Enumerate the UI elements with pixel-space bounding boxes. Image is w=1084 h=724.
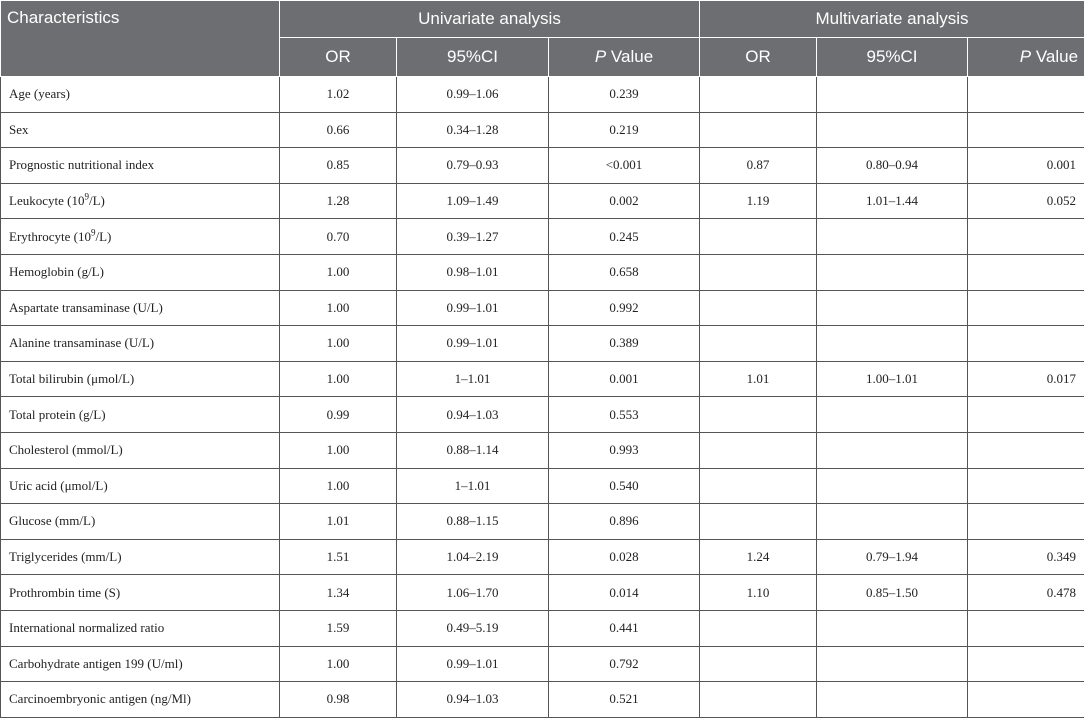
row-characteristic-text: Glucose (mm/L) [9, 513, 96, 529]
row-multi-ci [817, 432, 968, 468]
row-multi-or [700, 504, 817, 540]
row-uni-ci: 1.06–1.70 [397, 575, 549, 611]
table-row [1, 682, 1084, 718]
table-row [1, 432, 1084, 468]
row-multi-or: 0.87 [700, 148, 817, 184]
row-multi-p [968, 290, 1084, 326]
row-uni-ci: 0.49–5.19 [397, 610, 549, 646]
row-characteristic [1, 361, 280, 397]
row-characteristic [1, 504, 280, 540]
row-characteristic-text: Aspartate transaminase (U/L) [9, 299, 163, 315]
row-uni-ci: 0.88–1.14 [397, 432, 549, 468]
row-multi-or [700, 682, 817, 718]
row-multi-ci [817, 326, 968, 362]
header-uni-or: OR [280, 38, 397, 77]
row-uni-ci: 0.94–1.03 [397, 682, 549, 718]
row-multi-ci: 1.00–1.01 [817, 361, 968, 397]
row-multi-or: 1.24 [700, 539, 817, 575]
row-multi-or [700, 290, 817, 326]
row-multi-ci [817, 290, 968, 326]
row-uni-ci: 0.99–1.06 [397, 77, 549, 113]
row-uni-p: 0.540 [549, 468, 700, 504]
row-multi-p [968, 682, 1084, 718]
row-characteristic-unit: /L) [88, 193, 105, 209]
row-uni-p: 0.389 [549, 326, 700, 362]
row-characteristic [1, 254, 280, 290]
row-uni-or: 1.00 [280, 432, 397, 468]
table-row [1, 575, 1084, 611]
row-characteristic [1, 397, 280, 433]
table-row [1, 610, 1084, 646]
row-multi-ci [817, 610, 968, 646]
row-characteristic-superscript: 9 [90, 227, 96, 238]
header-uni-ci: 95%CI [397, 38, 549, 77]
row-uni-ci: 1–1.01 [397, 361, 549, 397]
row-characteristic [1, 77, 280, 113]
row-characteristic-text: Sex [9, 121, 29, 137]
row-uni-or: 1.00 [280, 326, 397, 362]
row-multi-or [700, 326, 817, 362]
row-uni-ci: 0.39–1.27 [397, 219, 549, 255]
table-row [1, 77, 1084, 113]
row-uni-p: <0.001 [549, 148, 700, 184]
row-uni-or: 1.00 [280, 254, 397, 290]
row-uni-p: 0.245 [549, 219, 700, 255]
row-characteristic-text: Uric acid (μmol/L) [9, 477, 108, 493]
row-multi-p: 0.001 [968, 148, 1084, 184]
table-row [1, 219, 1084, 255]
header-uni-p [549, 38, 700, 77]
row-uni-ci: 0.98–1.01 [397, 254, 549, 290]
row-uni-p: 0.521 [549, 682, 700, 718]
header-multi-p [968, 38, 1084, 77]
row-uni-ci: 0.99–1.01 [397, 646, 549, 682]
row-multi-ci [817, 397, 968, 433]
header-multi-ci: 95%CI [817, 38, 968, 77]
row-uni-p: 0.014 [549, 575, 700, 611]
table-row [1, 326, 1084, 362]
row-characteristic [1, 646, 280, 682]
row-uni-or: 1.02 [280, 77, 397, 113]
row-multi-p: 0.349 [968, 539, 1084, 575]
header-characteristics: Characteristics [1, 1, 280, 77]
row-multi-p: 0.052 [968, 183, 1084, 219]
header-univariate: Univariate analysis [280, 1, 700, 38]
row-multi-or [700, 397, 817, 433]
row-characteristic-text: Age (years) [9, 86, 70, 102]
row-multi-p: 0.017 [968, 361, 1084, 397]
row-characteristic-text: Hemoglobin (g/L) [9, 264, 104, 280]
row-characteristic-text: International normalized ratio [9, 620, 165, 636]
header-multi-p-rest: Value [1031, 47, 1079, 66]
row-uni-or: 1.51 [280, 539, 397, 575]
table-row [1, 254, 1084, 290]
row-characteristic [1, 432, 280, 468]
row-multi-p [968, 77, 1084, 113]
row-uni-p: 0.553 [549, 397, 700, 433]
row-multi-ci [817, 682, 968, 718]
row-characteristic-text: Total bilirubin (μmol/L) [9, 371, 135, 387]
row-multi-p [968, 326, 1084, 362]
table-row [1, 646, 1084, 682]
row-characteristic [1, 112, 280, 148]
row-multi-or [700, 432, 817, 468]
row-multi-p [968, 432, 1084, 468]
table-row [1, 148, 1084, 184]
row-uni-p: 0.002 [549, 183, 700, 219]
row-uni-ci: 1.09–1.49 [397, 183, 549, 219]
header-multivariate: Multivariate analysis [700, 1, 1084, 38]
row-multi-p [968, 468, 1084, 504]
row-multi-p [968, 610, 1084, 646]
row-characteristic-text: Total protein (g/L) [9, 406, 106, 422]
table-row [1, 468, 1084, 504]
row-multi-or [700, 610, 817, 646]
row-uni-or: 1.28 [280, 183, 397, 219]
row-multi-or [700, 219, 817, 255]
row-multi-p [968, 219, 1084, 255]
table-row [1, 112, 1084, 148]
row-characteristic [1, 290, 280, 326]
row-uni-p: 0.993 [549, 432, 700, 468]
row-uni-p: 0.896 [549, 504, 700, 540]
table-row [1, 504, 1084, 540]
row-characteristic-text: Triglycerides (mm/L) [9, 549, 122, 565]
table-body [1, 77, 1084, 718]
row-uni-ci: 1–1.01 [397, 468, 549, 504]
row-multi-or [700, 646, 817, 682]
row-multi-ci: 0.80–0.94 [817, 148, 968, 184]
row-multi-or: 1.19 [700, 183, 817, 219]
row-uni-or: 1.00 [280, 290, 397, 326]
header-multi-p-italic: P [1019, 47, 1032, 66]
row-characteristic [1, 682, 280, 718]
row-multi-p [968, 504, 1084, 540]
row-uni-or: 1.00 [280, 361, 397, 397]
row-multi-ci [817, 219, 968, 255]
row-uni-ci: 0.99–1.01 [397, 326, 549, 362]
header-uni-p-rest: Value [606, 47, 654, 66]
row-uni-or: 1.01 [280, 504, 397, 540]
row-uni-or: 0.66 [280, 112, 397, 148]
row-characteristic-superscript: 9 [84, 191, 89, 202]
table-header [1, 1, 1084, 77]
row-uni-p: 0.001 [549, 361, 700, 397]
row-multi-ci [817, 468, 968, 504]
row-uni-p: 0.992 [549, 290, 700, 326]
row-uni-ci: 0.88–1.15 [397, 504, 549, 540]
row-multi-ci [817, 646, 968, 682]
row-multi-p: 0.478 [968, 575, 1084, 611]
row-characteristic-text: Cholesterol (mmol/L) [9, 442, 123, 458]
row-multi-or [700, 468, 817, 504]
row-characteristic-text: Carcinoembryonic antigen (ng/Ml) [9, 691, 191, 707]
row-uni-p: 0.792 [549, 646, 700, 682]
row-multi-p [968, 112, 1084, 148]
row-uni-p: 0.658 [549, 254, 700, 290]
row-uni-ci: 1.04–2.19 [397, 539, 549, 575]
row-uni-or: 1.00 [280, 646, 397, 682]
row-characteristic [1, 183, 280, 219]
row-uni-or: 1.34 [280, 575, 397, 611]
row-multi-p [968, 646, 1084, 682]
row-characteristic-text: Prothrombin time (S) [9, 584, 121, 600]
row-multi-ci: 0.79–1.94 [817, 539, 968, 575]
row-uni-or: 0.98 [280, 682, 397, 718]
row-characteristic [1, 219, 280, 255]
row-uni-p: 0.028 [549, 539, 700, 575]
row-characteristic [1, 326, 280, 362]
row-characteristic-text: Alanine transaminase (U/L) [9, 335, 155, 351]
row-multi-ci [817, 112, 968, 148]
row-characteristic [1, 148, 280, 184]
row-characteristic [1, 610, 280, 646]
table-row [1, 183, 1084, 219]
row-multi-p [968, 254, 1084, 290]
row-uni-ci: 0.34–1.28 [397, 112, 549, 148]
row-multi-or: 1.01 [700, 361, 817, 397]
header-multi-or: OR [700, 38, 817, 77]
row-characteristic [1, 575, 280, 611]
row-multi-or: 1.10 [700, 575, 817, 611]
row-multi-ci: 1.01–1.44 [817, 183, 968, 219]
row-uni-ci: 0.79–0.93 [397, 148, 549, 184]
row-multi-or [700, 77, 817, 113]
table-row [1, 539, 1084, 575]
row-multi-ci [817, 504, 968, 540]
row-multi-ci [817, 254, 968, 290]
row-uni-ci: 0.94–1.03 [397, 397, 549, 433]
row-uni-or: 0.99 [280, 397, 397, 433]
row-characteristic-text: Carbohydrate antigen 199 (U/ml) [9, 655, 183, 671]
row-characteristic-text: Leukocyte (10 [9, 193, 85, 209]
row-characteristic [1, 468, 280, 504]
row-multi-p [968, 397, 1084, 433]
table-row [1, 290, 1084, 326]
row-uni-p: 0.239 [549, 77, 700, 113]
row-uni-ci: 0.99–1.01 [397, 290, 549, 326]
header-row-groups [1, 1, 1084, 38]
row-uni-or: 0.85 [280, 148, 397, 184]
row-characteristic [1, 539, 280, 575]
row-characteristic-text: Prognostic nutritional index [9, 157, 155, 173]
header-uni-p-italic: P [594, 47, 607, 66]
row-uni-p: 0.441 [549, 610, 700, 646]
row-uni-or: 1.59 [280, 610, 397, 646]
row-uni-p: 0.219 [549, 112, 700, 148]
row-multi-or [700, 112, 817, 148]
row-multi-or [700, 254, 817, 290]
row-uni-or: 1.00 [280, 468, 397, 504]
table-row [1, 361, 1084, 397]
row-characteristic-unit: /L) [95, 228, 112, 244]
row-multi-ci: 0.85–1.50 [817, 575, 968, 611]
row-uni-or: 0.70 [280, 219, 397, 255]
table-row [1, 397, 1084, 433]
row-multi-ci [817, 77, 968, 113]
row-characteristic-text: Erythrocyte (10 [9, 228, 91, 244]
